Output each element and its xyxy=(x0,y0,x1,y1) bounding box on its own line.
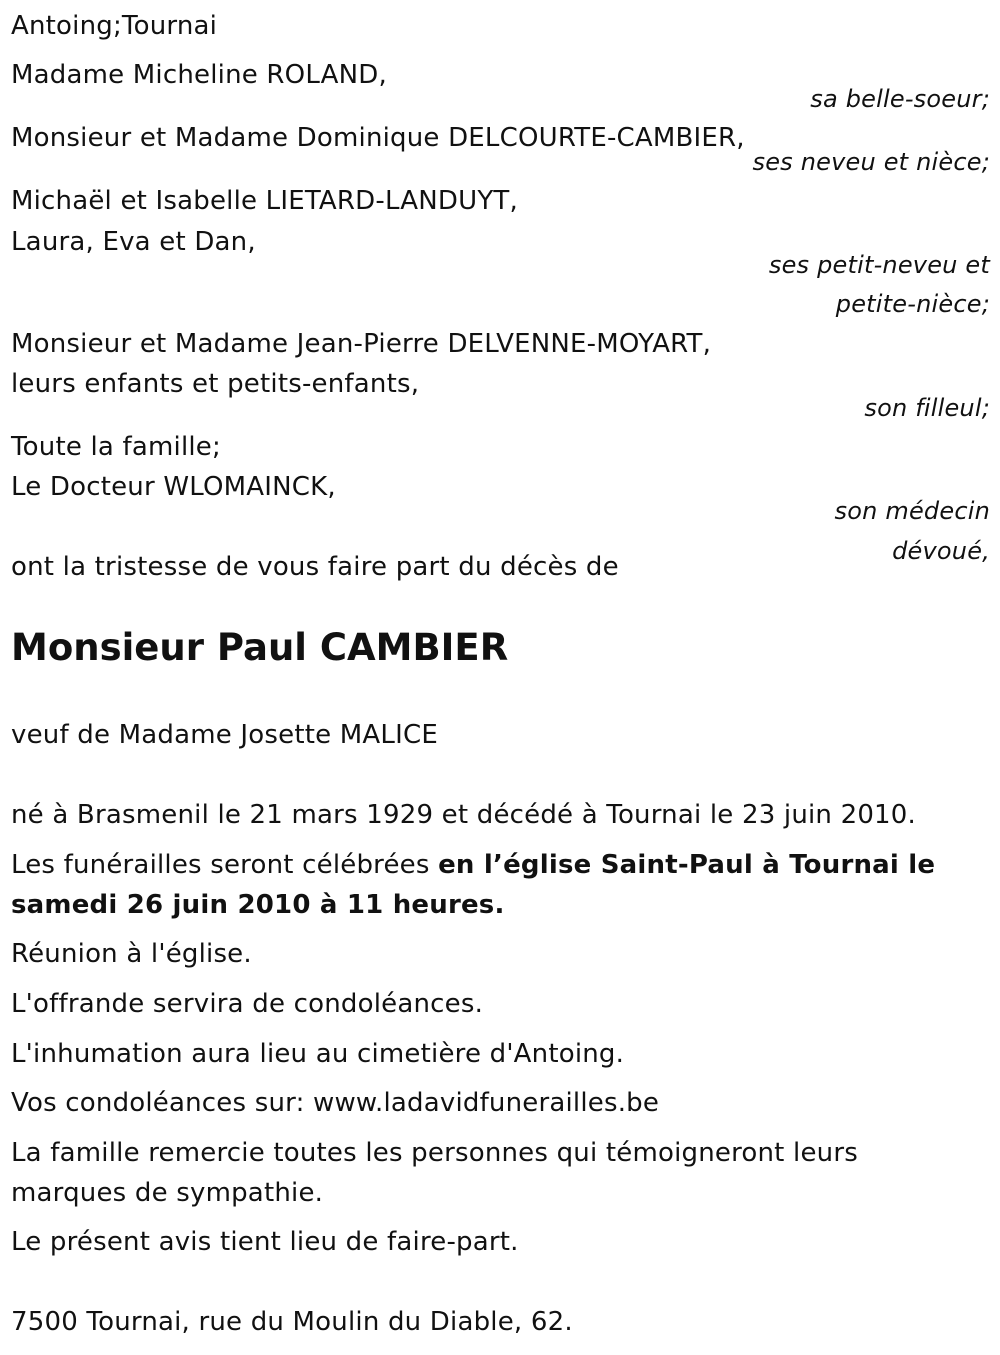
address-line: 7500 Tournai, rue du Moulin du Diable, 62. xyxy=(11,1307,573,1337)
family-member-relation: ses petit-neveu et xyxy=(768,251,990,279)
funeral-line-1 xyxy=(11,845,935,885)
family-member-name: Michaël et Isabelle LIETARD-LANDUYT, xyxy=(11,186,518,216)
burial-line: L'inhumation aura lieu au cimetière d'Antoing. xyxy=(11,1039,625,1069)
family-member-relation: petite-nièce; xyxy=(835,290,990,318)
family-member-name: Le Docteur WLOMAINCK, xyxy=(11,472,336,502)
family-member-name: Laura, Eva et Dan, xyxy=(11,227,256,257)
funeral-line-2: samedi 26 juin 2010 à 11 heures. xyxy=(11,890,505,920)
meeting-line: Réunion à l'église. xyxy=(11,939,252,969)
family-member-name: Madame Micheline ROLAND, xyxy=(11,60,387,90)
funeral-place: en l’église Saint-Paul à Tournai le xyxy=(438,850,936,880)
family-member-name: leurs enfants et petits-enfants, xyxy=(11,369,420,399)
family-member-relation: son filleul; xyxy=(864,394,990,422)
widower-line: veuf de Madame Josette MALICE xyxy=(11,720,438,750)
family-member-relation: son médecin xyxy=(834,497,990,525)
funeral-lead: Les funérailles seront célébrées xyxy=(11,850,439,880)
thanks-line: marques de sympathie. xyxy=(11,1178,324,1208)
thanks-line: La famille remercie toutes les personnes qui témoigneront leurs xyxy=(11,1138,858,1168)
family-member-name: Monsieur et Madame Dominique DELCOURTE-CAMBIER, xyxy=(11,123,745,153)
birth-death-line: né à Brasmenil le 21 mars 1929 et décédé à Tournai le 23 juin 2010. xyxy=(11,800,917,830)
location-line: Antoing;Tournai xyxy=(11,11,218,41)
family-member-relation: ses neveu et nièce; xyxy=(752,148,990,176)
deceased-name: Monsieur Paul CAMBIER xyxy=(11,626,509,669)
intro-text: ont la tristesse de vous faire part du décès de xyxy=(11,552,619,582)
family-member-name: Toute la famille; xyxy=(11,432,221,462)
offering-line: L'offrande servira de condoléances. xyxy=(11,989,484,1019)
condolences-line: Vos condoléances sur: www.ladavidfunerailles.be xyxy=(11,1088,660,1118)
family-member-relation: sa belle-soeur; xyxy=(810,85,990,113)
family-member-name: Monsieur et Madame Jean-Pierre DELVENNE-MOYART, xyxy=(11,329,712,359)
notice-line: Le présent avis tient lieu de faire-part. xyxy=(11,1227,519,1257)
family-member-relation: dévoué, xyxy=(892,537,990,565)
